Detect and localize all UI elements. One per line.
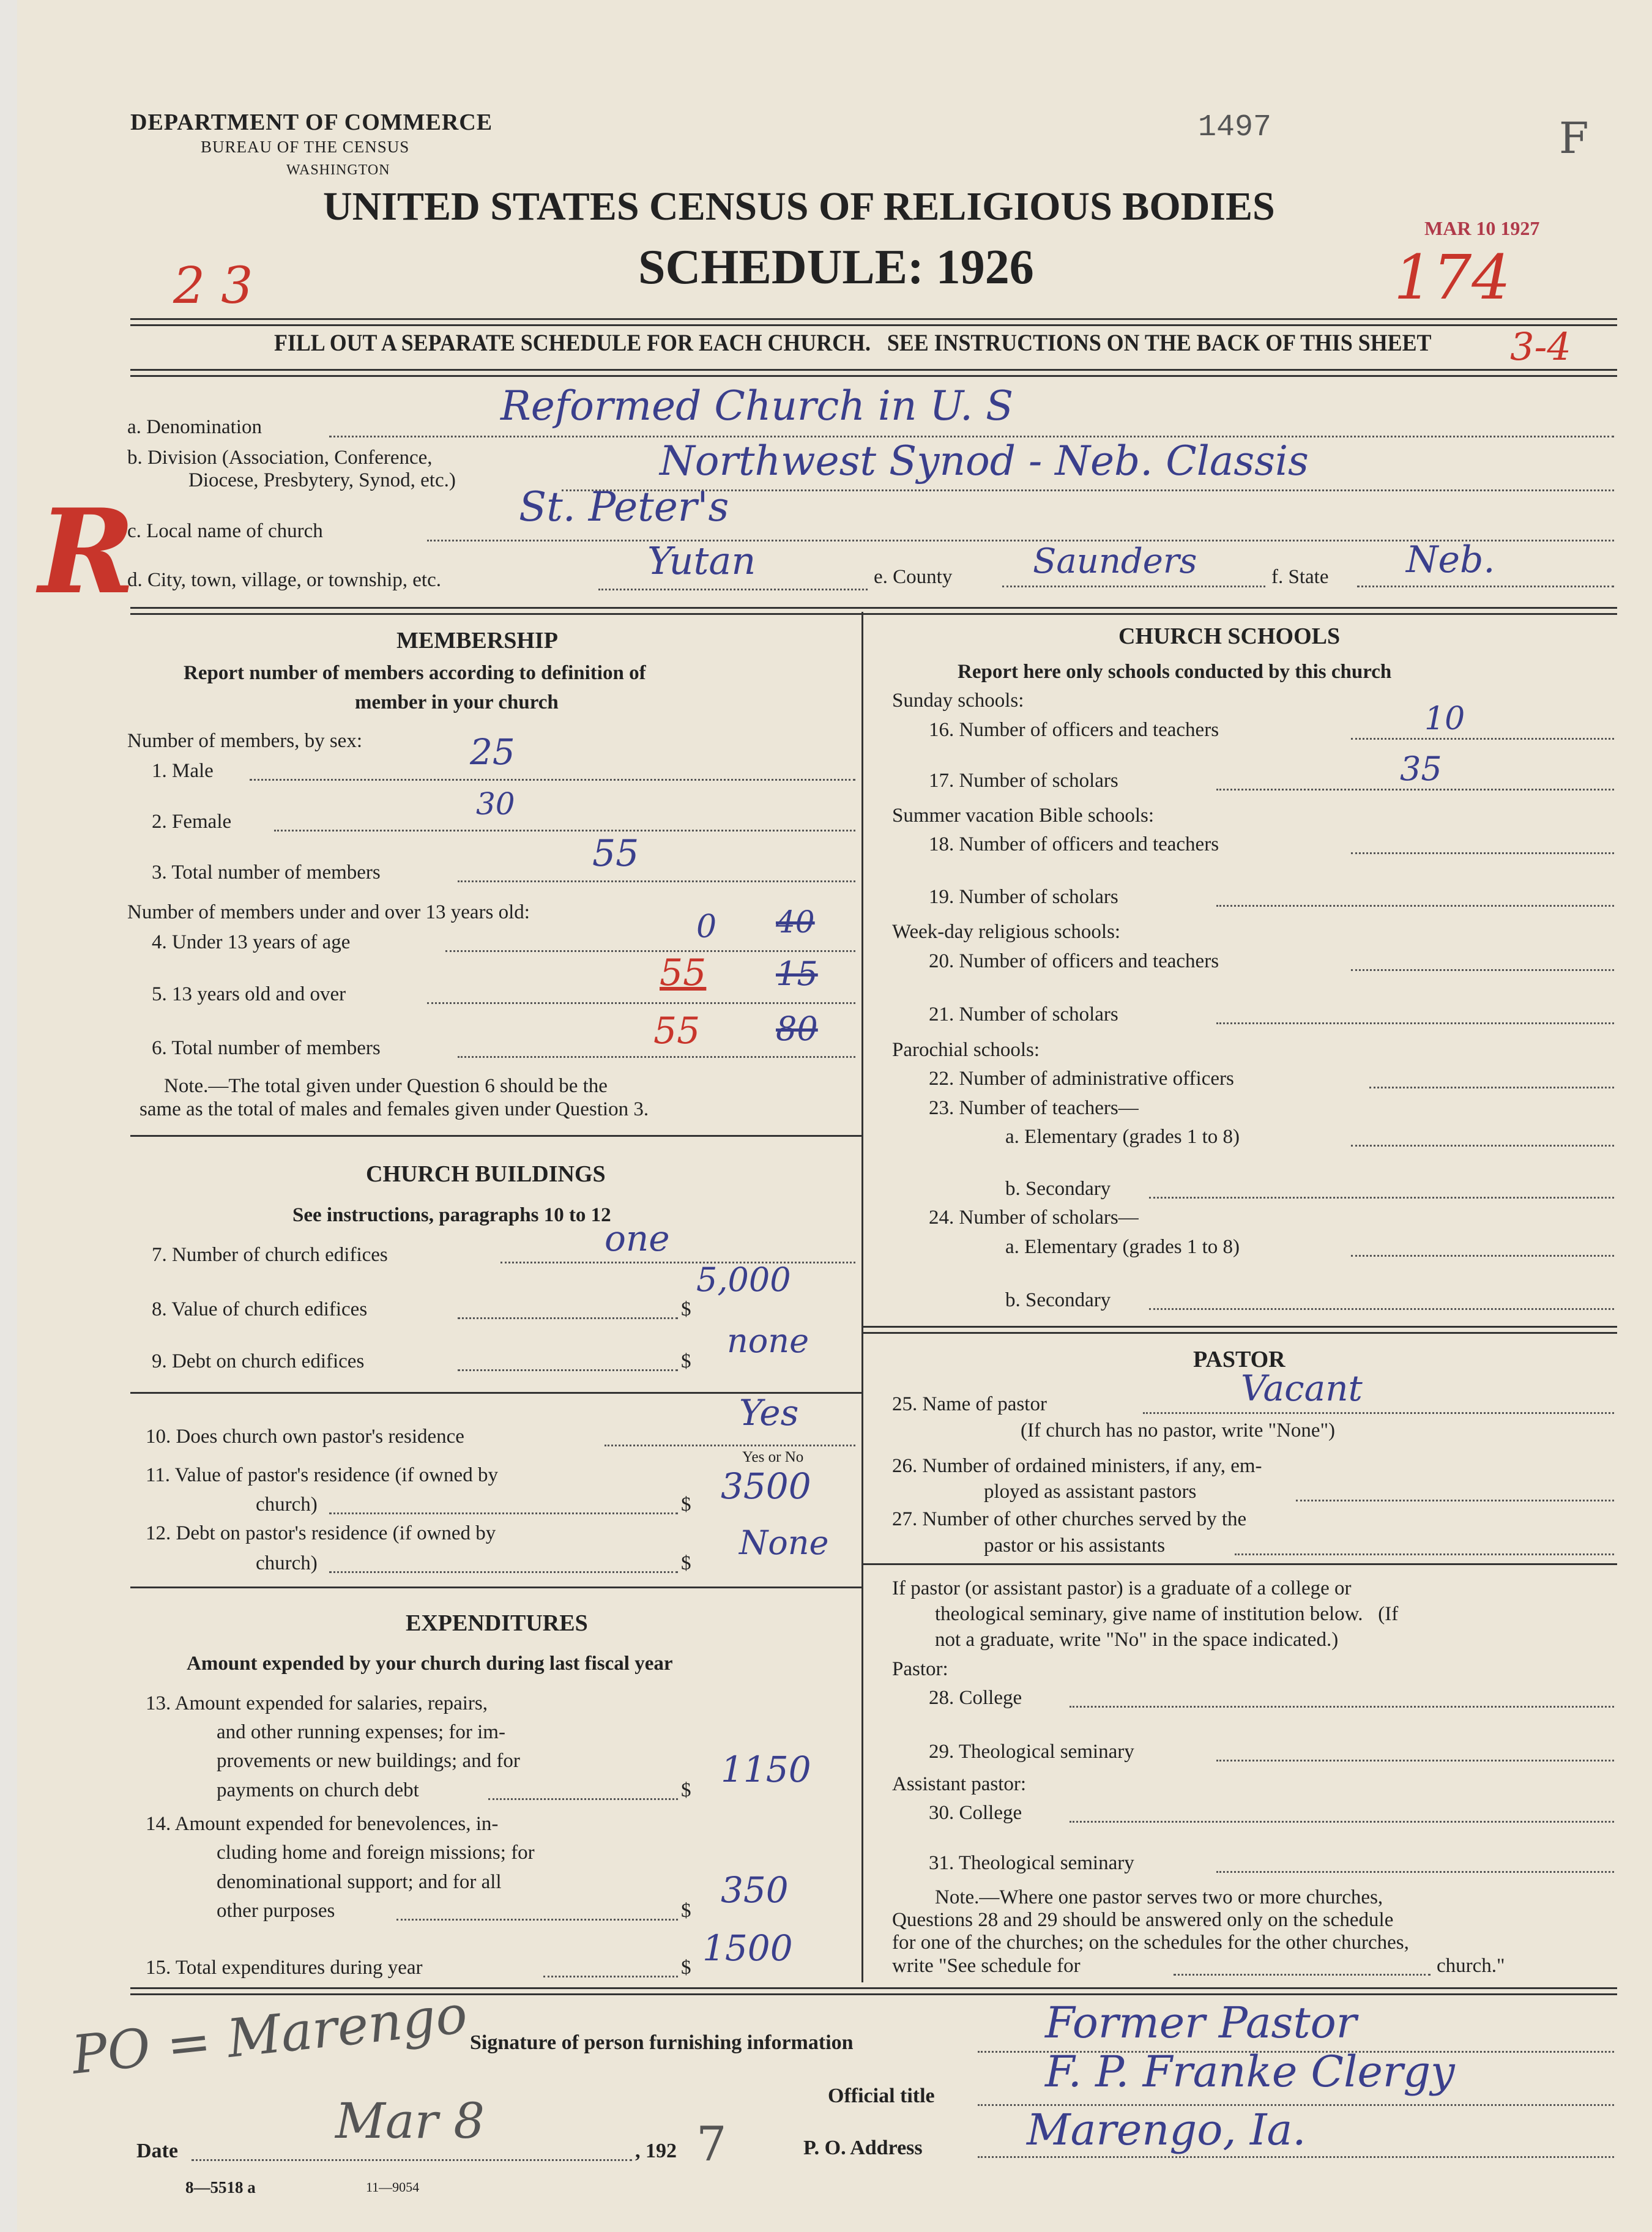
field-county[interactable]: Saunders: [1033, 541, 1197, 581]
label-residence-value: 11. Value of pastor's residence (if owned by: [146, 1464, 498, 1486]
schools-title: CHURCH SCHOOLS: [1118, 623, 1341, 649]
expenditures-subtitle: Amount expended by your church during last fiscal year: [187, 1653, 673, 1675]
hint-yes-or-no: Yes or No: [742, 1449, 804, 1465]
label-running-expenses-3: provements or new buildings; and for: [217, 1750, 520, 1772]
annotation-f: F: [1559, 113, 1589, 163]
field-running-expenses[interactable]: 1150: [721, 1749, 811, 1790]
bureau-heading: BUREAU OF THE CENSUS: [201, 138, 410, 156]
label-total-members: 3. Total number of members: [152, 861, 381, 883]
field-total-expenditures[interactable]: 1500: [702, 1927, 793, 1969]
label-residence-debt-2: church): [256, 1552, 318, 1574]
hint-pastor-none: (If church has no pastor, write "None"): [1021, 1419, 1336, 1442]
column-divider: [861, 612, 863, 1982]
field-female[interactable]: 30: [476, 786, 515, 822]
label-total-by-age: 6. Total number of members: [152, 1037, 381, 1059]
pastor-note-4: write "See schedule for: [892, 1955, 1081, 1977]
header-rule: [130, 318, 1617, 326]
label-edifices: 7. Number of church edifices: [152, 1244, 388, 1266]
received-date-stamp: MAR 10 1927: [1424, 217, 1540, 239]
struck-total-by-age: 80: [776, 1010, 818, 1048]
label-po-address: P. O. Address: [803, 2137, 923, 2159]
pastor-note-3: for one of the churches; on the schedules for the other churches,: [892, 1932, 1409, 1954]
label-residence-value-2: church): [256, 1494, 318, 1516]
field-edifice-value[interactable]: 5,000: [696, 1260, 791, 1299]
label-pastor-name: 25. Name of pastor: [892, 1393, 1047, 1415]
census-form-sheet: [17, 0, 1652, 2232]
struck-13-and-over: 15: [776, 954, 818, 993]
buildings-title: CHURCH BUILDINGS: [366, 1161, 606, 1187]
dollar-benevolences: $: [681, 1900, 691, 1922]
label-summer-scholars: 19. Number of scholars: [929, 886, 1118, 908]
dollar-edifice-value: $: [681, 1298, 691, 1320]
label-admin-officers: 22. Number of administrative officers: [929, 1068, 1234, 1090]
label-benevolences-2: cluding home and foreign missions; for: [217, 1842, 535, 1864]
field-benevolences[interactable]: 350: [721, 1869, 789, 1911]
label-weekday-schools: Week-day religious schools:: [892, 921, 1121, 943]
pastor-note-2: Questions 28 and 29 should be answered only on the schedule: [892, 1909, 1394, 1931]
form-title: UNITED STATES CENSUS OF RELIGIOUS BODIES: [323, 184, 1275, 229]
dollar-total-expenditures: $: [681, 1957, 691, 1979]
instruction-line: FILL OUT A SEPARATE SCHEDULE FOR EACH CHURCH. SEE INSTRUCTIONS ON THE BACK OF THIS SHEET: [274, 330, 1432, 356]
field-date[interactable]: Mar 8: [335, 2092, 485, 2149]
label-assistant-group: Assistant pastor:: [892, 1773, 1027, 1795]
label-division: b. Division (Association, Conference,: [127, 447, 433, 469]
annotation-suffix: 3-4: [1510, 324, 1571, 369]
field-sunday-officers[interactable]: 10: [1424, 701, 1465, 737]
pastor-title: PASTOR: [1193, 1347, 1286, 1372]
footer-rule: [130, 1987, 1617, 1995]
label-pastor-college: 28. College: [929, 1687, 1022, 1709]
label-residence-debt: 12. Debt on pastor's residence (if owned by: [146, 1522, 496, 1544]
schedule-title: SCHEDULE: 1926: [638, 240, 1034, 294]
field-official-title[interactable]: F. P. Franke Clergy: [1045, 2047, 1455, 2097]
label-official-title: Official title: [828, 2085, 935, 2107]
city-heading: WASHINGTON: [286, 162, 390, 178]
field-13-and-over[interactable]: 55: [660, 951, 707, 994]
label-under-13: 4. Under 13 years of age: [152, 931, 351, 953]
pastor-note: Note.—Where one pastor serves two or more churches,: [935, 1886, 1383, 1908]
annotation-po-marengo: PO = Marengo: [69, 1984, 471, 2086]
field-edifice-debt[interactable]: none: [727, 1322, 809, 1360]
label-year: , 192: [635, 2140, 677, 2162]
label-assistant-college: 30. College: [929, 1802, 1022, 1824]
label-sunday-schools: Sunday schools:: [892, 690, 1024, 712]
dollar-edifice-debt: $: [681, 1350, 691, 1372]
label-running-expenses: 13. Amount expended for salaries, repairs,: [146, 1692, 488, 1714]
label-other-churches: 27. Number of other churches served by the: [892, 1508, 1247, 1530]
field-pastor-name[interactable]: Vacant: [1241, 1367, 1363, 1409]
field-owns-residence[interactable]: Yes: [739, 1392, 799, 1434]
membership-subtitle: Report number of members according to definition of: [184, 662, 646, 684]
expenditures-title: EXPENDITURES: [406, 1610, 588, 1636]
label-summer-officers: 18. Number of officers and teachers: [929, 833, 1219, 855]
dollar-residence-debt: $: [681, 1552, 691, 1574]
field-signature[interactable]: Former Pastor: [1045, 1998, 1357, 2048]
label-city: d. City, town, village, or township, etc.: [127, 569, 441, 591]
field-local-name[interactable]: St. Peter's: [519, 483, 729, 530]
label-benevolences-3: denominational support; and for all: [217, 1871, 502, 1893]
membership-title: MEMBERSHIP: [396, 628, 558, 653]
label-date: Date: [136, 2140, 178, 2162]
field-denomination[interactable]: Reformed Church in U. S: [500, 382, 1014, 430]
members-by-age: Number of members under and over 13 years old:: [127, 901, 530, 923]
field-sunday-scholars[interactable]: 35: [1400, 750, 1442, 788]
stamp-number: 1497: [1198, 110, 1272, 145]
label-benevolences-4: other purposes: [217, 1900, 335, 1922]
label-division-2: Diocese, Presbytery, Synod, etc.): [188, 469, 456, 491]
label-13-and-over: 5. 13 years old and over: [152, 983, 346, 1005]
label-pastor-seminary: 29. Theological seminary: [929, 1741, 1134, 1763]
label-scholars-secondary: b. Secondary: [1005, 1289, 1111, 1311]
label-other-churches-2: pastor or his assistants: [984, 1534, 1166, 1557]
struck-under-13: 40: [776, 904, 815, 940]
label-weekday-officers: 20. Number of officers and teachers: [929, 950, 1219, 972]
label-running-expenses-2: and other running expenses; for im-: [217, 1721, 505, 1743]
label-weekday-scholars: 21. Number of scholars: [929, 1003, 1118, 1025]
label-teachers-secondary: b. Secondary: [1005, 1178, 1111, 1200]
graduate-instructions-2: theological seminary, give name of institution below. (If: [935, 1603, 1399, 1625]
label-teachers-elementary: a. Elementary (grades 1 to 8): [1005, 1126, 1240, 1148]
annotation-r: R: [39, 483, 135, 620]
buildings-subtitle: See instructions, paragraphs 10 to 12: [292, 1204, 611, 1226]
label-assistant-seminary: 31. Theological seminary: [929, 1852, 1134, 1874]
identity-rule: [130, 607, 1617, 615]
membership-note: Note.—The total given under Question 6 should be the: [164, 1075, 608, 1097]
label-signature: Signature of person furnishing information: [470, 2031, 854, 2054]
field-division[interactable]: Northwest Synod - Neb. Classis: [660, 437, 1309, 485]
instruction-rule: [130, 369, 1617, 377]
label-total-expenditures: 15. Total expenditures during year: [146, 1957, 423, 1979]
label-running-expenses-4: payments on church debt: [217, 1779, 419, 1801]
label-teachers: 23. Number of teachers—: [929, 1097, 1139, 1119]
field-year[interactable]: 7: [696, 2117, 727, 2172]
label-sunday-officers: 16. Number of officers and teachers: [929, 719, 1219, 741]
graduate-instructions-3: not a graduate, write "No" in the space indicated.): [935, 1629, 1339, 1651]
label-scholars: 24. Number of scholars—: [929, 1207, 1139, 1229]
field-state[interactable]: Neb.: [1406, 538, 1495, 581]
field-po-address[interactable]: Marengo, Ia.: [1027, 2105, 1306, 2155]
field-male[interactable]: 25: [470, 731, 515, 773]
annotation-top-left: 2 3: [173, 257, 253, 315]
dollar-residence-value: $: [681, 1494, 691, 1516]
pastor-note-5: church.": [1437, 1955, 1505, 1977]
label-male: 1. Male: [152, 760, 214, 782]
dept-heading: DEPARTMENT OF COMMERCE: [130, 110, 493, 135]
label-female: 2. Female: [152, 811, 232, 833]
field-residence-debt[interactable]: None: [739, 1523, 829, 1562]
members-by-sex: Number of members, by sex:: [127, 730, 362, 752]
schools-subtitle: Report here only schools conducted by this church: [958, 661, 1392, 683]
label-assistant-ministers-2: ployed as assistant pastors: [984, 1481, 1197, 1503]
label-edifice-value: 8. Value of church edifices: [152, 1298, 368, 1320]
dollar-running-expenses: $: [681, 1779, 691, 1801]
label-parochial-schools: Parochial schools:: [892, 1039, 1040, 1061]
label-scholars-elementary: a. Elementary (grades 1 to 8): [1005, 1236, 1240, 1258]
label-sunday-scholars: 17. Number of scholars: [929, 770, 1118, 792]
form-number: 8—5518 a: [185, 2178, 256, 2197]
label-summer-schools: Summer vacation Bible schools:: [892, 805, 1155, 827]
graduate-instructions: If pastor (or assistant pastor) is a graduate of a college or: [892, 1577, 1352, 1599]
label-assistant-ministers: 26. Number of ordained ministers, if any, em-: [892, 1455, 1262, 1477]
label-owns-residence: 10. Does church own pastor's residence: [146, 1426, 464, 1448]
label-pastor-group: Pastor:: [892, 1658, 948, 1680]
annotation-number: 174: [1394, 242, 1511, 313]
membership-note-2: same as the total of males and females given under Question 3.: [140, 1098, 649, 1120]
field-total-members[interactable]: 55: [592, 832, 639, 875]
field-city[interactable]: Yutan: [647, 538, 756, 583]
label-benevolences: 14. Amount expended for benevolences, in-: [146, 1813, 499, 1835]
print-number: 11—9054: [366, 2179, 420, 2195]
label-local-name: c. Local name of church: [127, 520, 323, 542]
label-county: e. County: [874, 566, 953, 588]
membership-subtitle-2: member in your church: [355, 691, 559, 713]
label-denomination: a. Denomination: [127, 416, 262, 438]
label-state: f. State: [1271, 566, 1329, 588]
field-total-by-age[interactable]: 55: [653, 1010, 701, 1052]
field-residence-value[interactable]: 3500: [721, 1465, 811, 1507]
label-edifice-debt: 9. Debt on church edifices: [152, 1350, 365, 1372]
field-under-13[interactable]: 0: [696, 909, 717, 945]
field-edifices[interactable]: one: [605, 1218, 670, 1259]
